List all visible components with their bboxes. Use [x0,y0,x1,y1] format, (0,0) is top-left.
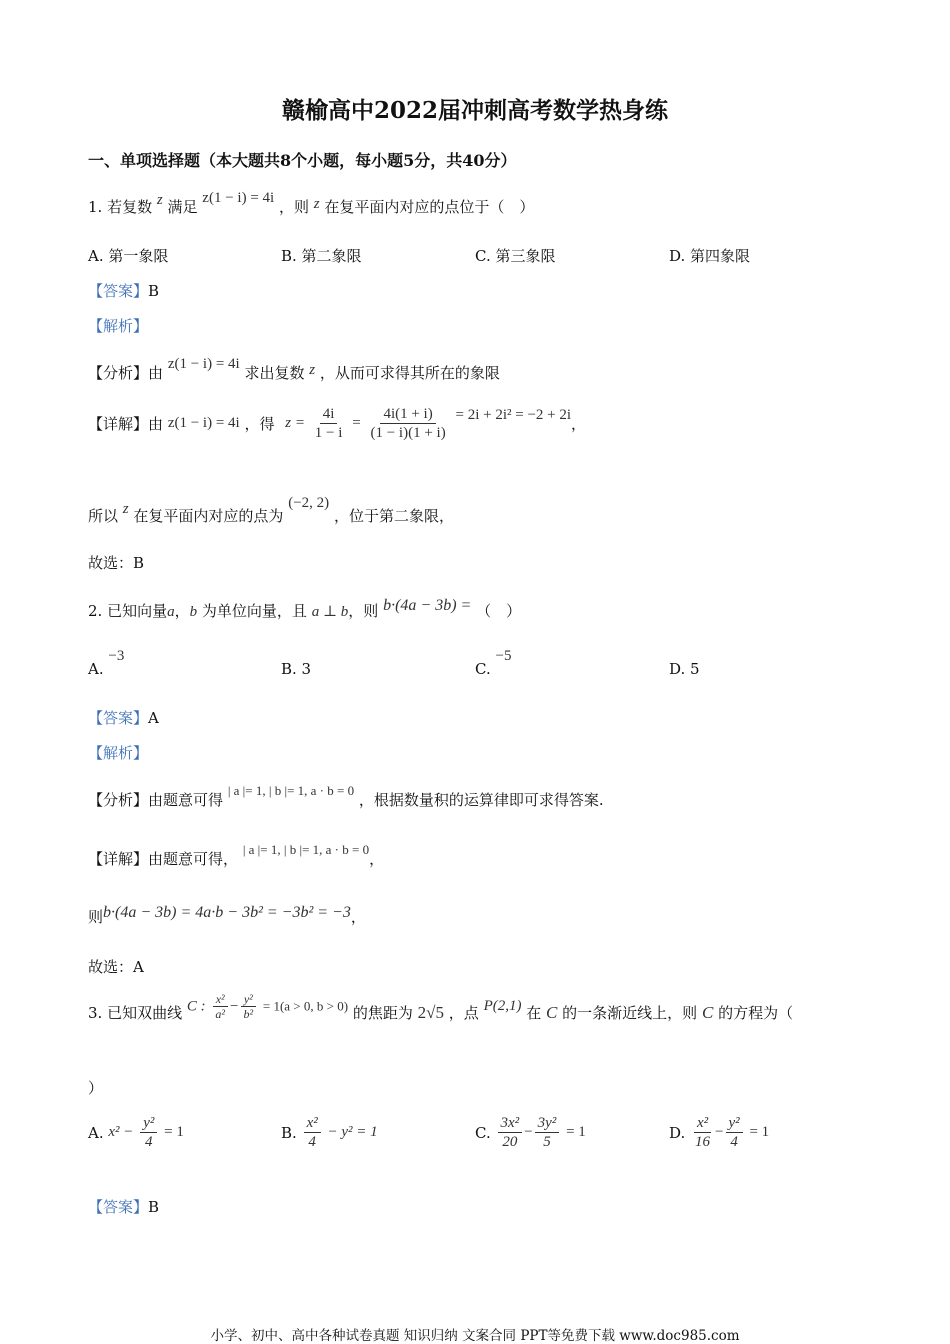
q3-opt-b-post: − y² = 1 [327,1124,378,1140]
analysis-tag: 【分析】 [88,791,149,809]
q3-opt-d-label: D. [669,1123,686,1142]
q1-option-b: B. 第二象限 [281,247,362,265]
q1-f1-num: 4i [320,405,338,424]
section-heading: 一、单项选择题（本大题共8个小题，每小题5分，共40分） [88,151,517,170]
answer-tag: 【答案】 [88,282,149,300]
q3-option-d: D. $\frac{\text{x²}}{16}$ − $\frac{\text{y²}}{4}$ = 1 [669,1115,770,1150]
q2-detail [88,842,385,869]
q1-eq-z: z = [285,415,306,431]
q3-text-e: 的一条渐近线上，则 [562,1004,698,1022]
analysis-tag: 【分析】 [88,364,149,382]
q2-sep: ， [174,602,190,620]
q2-answer [88,707,159,728]
q2-option-a [88,648,125,679]
q2-text-d: （ ） [476,602,522,620]
q2-ze-end: ， [350,908,366,926]
q2-conclusion: 故选：A [88,958,144,976]
q1-eq-rest: = 2i + 2i² = −2 + 2i [455,407,572,423]
page-footer: 小学、初中、高中各种试卷真题 知识归纳 文案合同 PPT等免费下载 www.doc985.com [210,1328,740,1344]
q1-jiexi: 【解析】 [88,317,149,335]
q1-fenxi-a: 由 [148,364,164,382]
answer-tag: 【答案】 [88,1198,149,1216]
answer-value: A [148,709,159,727]
q3-point: P(2,1) [483,998,522,1014]
q2-jiexi: 【解析】 [88,744,149,762]
q2-computation [88,906,366,927]
q3-text-d: 在 [526,1004,542,1022]
q2-opt-a-value: −3 [108,648,125,664]
q1-xj-cond: z(1 − i) = 4i [167,415,240,431]
q1-text-a: 1. 若复数 [88,198,153,216]
q2-option-c [475,648,512,679]
q2-xj-cond: | a |= 1, | b |= 1, a · b = 0 [242,842,370,857]
q1-fenxi-b: 求出复数 [244,364,305,382]
q3-opt-c-d1: 20 [502,1134,518,1150]
q1-fenxi-c: ，从而可求得其所在的象限 [319,364,500,382]
q2-option-d: D. 5 [669,660,700,678]
q3-curve-post: = 1(a > 0, b > 0) [262,998,349,1014]
detail-tag: 【详解】 [88,850,149,868]
q3-opt-c-frac-2 [535,1114,560,1151]
q3-opt-c-d2: 5 [543,1134,551,1150]
q1-l2-c: ，位于第二象限， [333,507,454,525]
q1-f2-num: 4i(1 + i) [380,405,435,424]
q3-option-a [88,1114,184,1151]
q3-answer [88,1196,159,1217]
q2-xj-a: 由题意可得， [148,850,239,868]
q1-fraction-1 [312,405,346,442]
q1-l2-b: 在复平面内对应的点为 [133,507,284,525]
q1-eq-end: ， [571,415,587,433]
q3-opt-a-label: A. [88,1123,104,1142]
detail-tag: 【详解】 [88,415,149,433]
q3-curve-pre: C : [186,998,206,1015]
q1-xj-b: ，得 [244,415,275,433]
q3-opt-d-frac-1 [692,1114,713,1151]
q1-text-d: 在复平面内对应的点位于（ ） [324,198,535,216]
q1-detail: 【详解】由 z(1 − i) = 4i ，得 z = $\frac{4i}{1 - i}$ = $\frac{4i(1 + i)}{(1 - i)(1 + i)}$ = 2i + 2i² = −2 + 2i， [88,406,587,441]
q3-f2-num: y² [241,992,256,1007]
q3-option-b [281,1114,378,1151]
q1-point: (−2, 2) [288,495,330,511]
q1-text-b: 满足 [167,198,198,216]
page-title: 赣榆高中2022届冲刺高考数学热身练 [281,97,668,124]
q3-opt-a-num: y² [140,1114,157,1133]
q1-l2-a: 所以 [88,507,119,525]
q3-opt-b-den: 4 [308,1134,316,1150]
q2-text-c: ，则 [348,602,379,620]
answer-value: B [148,282,160,300]
q2-var-a: a [167,604,175,620]
q1-condition: z(1 − i) = 4i [202,190,275,206]
q3-f1-den: a² [215,1007,226,1021]
q3-opt-d-d2: 4 [730,1134,738,1150]
q2-fenxi-a: 由题意可得 [148,791,224,809]
q2-xj-end: ， [369,850,385,868]
q3-c-1: C [546,1002,558,1022]
q1-location-line [88,495,454,526]
q1-f1-den: 1 − i [314,425,343,441]
q3-opt-a-pre: x² − [108,1124,134,1140]
q1-option-a: A. 第一象限 [88,247,169,265]
q3-opt-c-n2: 3y² [535,1114,560,1133]
q1-var-z: z [156,192,163,208]
q3-f2 [240,992,256,1021]
q3-opt-d-n1: x² [694,1114,711,1133]
q2-ze: 则 [88,908,104,926]
q3-text-f: 的方程为（ [718,1004,794,1022]
q2-fenxi-cond: | a |= 1, | b |= 1, a · b = 0 [227,783,355,798]
q3-opt-b-label: B. [281,1123,297,1142]
q3-c-2: C [701,1002,714,1022]
answer-tag: 【答案】 [88,709,149,727]
q3-text-a: 3. 已知双曲线 [88,1004,183,1022]
q2-fenxi-b: ，根据数量积的运算律即可求得答案. [358,791,604,809]
q2-option-b: B. 3 [281,660,312,678]
q3-text-c: ，点 [448,1004,479,1022]
q1-var-z-2: z [313,196,320,212]
question-2 [88,597,522,621]
q3-f1 [212,992,228,1021]
q1-fraction-2 [367,405,448,442]
q2-ze-expr: b·(4a − 3b) = 4a·b − 3b² = −3b² = −3 [103,904,351,921]
q2-expr: b·(4a − 3b) = [383,597,472,614]
q1-option-c: C. 第三象限 [475,247,556,265]
q3-curve [187,992,348,1021]
q1-text-c: ，则 [278,198,309,216]
q3-opt-d-d1: 16 [695,1134,711,1150]
q3-opt-d-post: = 1 [749,1124,770,1140]
q1-fenxi-z: z [309,362,316,378]
q3-opt-c-label: C. [475,1123,491,1142]
q1-answer [88,280,159,301]
q3-text-b: 的焦距为 [352,1004,413,1022]
q1-xj-a: 由 [148,415,164,433]
q2-opt-a-label: A. [88,660,104,678]
q2-opt-c-value: −5 [495,648,512,664]
q2-var-b: b [189,604,198,620]
q1-f2-den: (1 − i)(1 + i) [370,425,446,441]
q3-option-c: C. $\frac{\text{3x²}}{20}$ − $\frac{\text{3y²}}{5}$ = 1 [475,1115,586,1150]
q1-option-d: D. 第四象限 [669,247,751,265]
q2-text-b: 为单位向量，且 [201,602,307,620]
q3-opt-c-frac-1 [498,1114,523,1151]
q2-text-a: 2. 已知向量 [88,602,168,620]
q2-opt-c-label: C. [475,660,491,678]
answer-value: B [148,1198,160,1216]
q3-close-paren: ） [88,1079,104,1097]
q1-conclusion: 故选：B [88,554,145,572]
q1-analysis [88,356,500,383]
q3-opt-a-post: = 1 [164,1124,184,1140]
q3-f2-den: b² [243,1007,254,1021]
q3-opt-c-post: = 1 [566,1124,586,1140]
question-1 [88,190,535,217]
q3-focal: 2√5 [417,1002,444,1022]
q2-analysis [88,783,604,810]
q3-opt-b-frac [304,1114,321,1151]
q3-opt-a-frac [140,1114,157,1151]
q1-l2-z: z [122,501,129,517]
q3-opt-c-n1: 3x² [498,1114,523,1133]
q3-opt-d-n2: y² [726,1114,743,1133]
q3-f1-num: x² [213,992,228,1007]
q1-fenxi-cond: z(1 − i) = 4i [167,356,240,372]
q3-opt-b-num: x² [304,1114,321,1133]
question-3 [88,992,794,1027]
q2-perp: a ⊥ b [311,604,349,620]
q3-minus: − [230,998,239,1015]
q3-opt-a-den: 4 [145,1134,153,1150]
q3-opt-d-frac-2 [726,1114,743,1151]
